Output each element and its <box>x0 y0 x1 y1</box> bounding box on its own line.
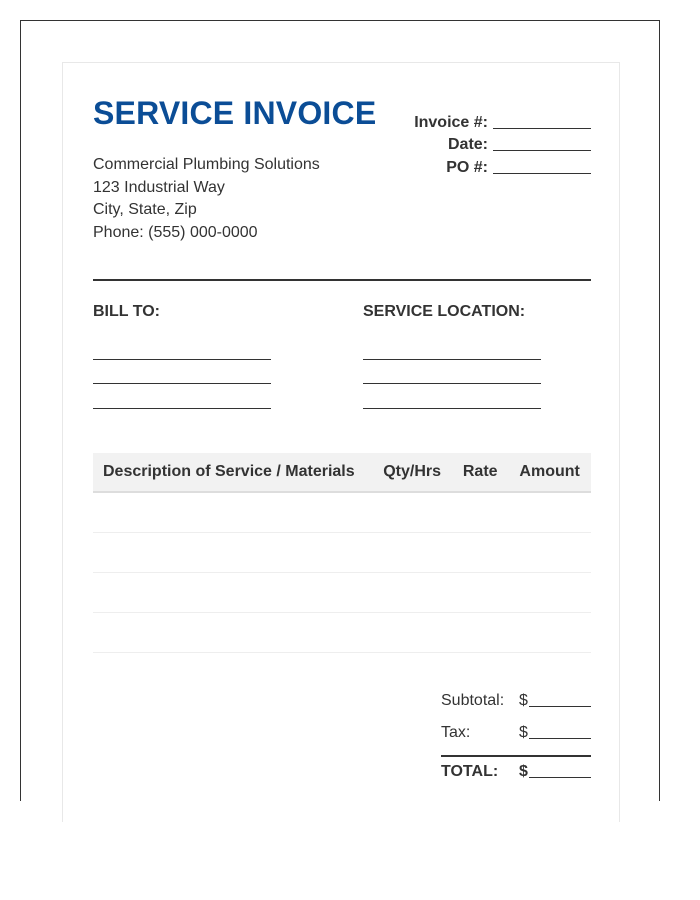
service-location-lines <box>363 335 543 409</box>
line-items-table <box>93 453 591 653</box>
table-row[interactable] <box>93 613 591 653</box>
bill-to-heading: BILL TO: <box>93 303 160 320</box>
column-amount: Amount <box>508 453 591 492</box>
subtotal-field[interactable] <box>529 689 591 707</box>
invoice-number-label: Invoice #: <box>414 113 488 131</box>
bill-to-lines <box>93 335 273 409</box>
total-row <box>441 757 591 781</box>
invoice-title: SERVICE INVOICE <box>93 95 377 131</box>
service-location-heading: SERVICE LOCATION: <box>363 303 526 320</box>
page-frame <box>20 20 660 801</box>
column-qty: Qty/Hrs <box>372 453 452 492</box>
subtotal-currency: $ <box>519 691 528 709</box>
total-label: TOTAL: <box>441 763 499 780</box>
service-location-line-2[interactable] <box>363 360 541 385</box>
column-description: Description of Service / Materials <box>93 453 372 492</box>
table-row[interactable] <box>93 573 591 613</box>
tax-field[interactable] <box>529 721 591 739</box>
subtotal-label: Subtotal: <box>441 691 505 709</box>
bill-to-line-1[interactable] <box>93 335 271 360</box>
date-field[interactable] <box>493 133 591 151</box>
bill-to-section <box>93 303 273 409</box>
po-label: PO #: <box>446 158 488 176</box>
invoice-paper <box>62 62 620 822</box>
invoice-number-row <box>351 109 591 132</box>
po-field[interactable] <box>493 156 591 174</box>
tax-label: Tax: <box>441 724 471 741</box>
company-phone: Phone: (555) 000-0000 <box>93 223 258 241</box>
table-header-row <box>93 453 591 492</box>
table-row[interactable] <box>93 533 591 573</box>
column-rate: Rate <box>452 453 508 492</box>
totals-section <box>441 677 591 781</box>
bill-to-line-3[interactable] <box>93 384 271 409</box>
company-address: 123 Industrial Way <box>93 178 225 196</box>
invoice-number-field[interactable] <box>493 111 591 129</box>
service-location-line-1[interactable] <box>363 335 541 360</box>
service-location-line-3[interactable] <box>363 384 541 409</box>
company-info <box>93 154 320 244</box>
bill-to-line-2[interactable] <box>93 360 271 385</box>
date-label: Date: <box>447 136 488 153</box>
date-row <box>351 132 591 155</box>
total-field[interactable] <box>529 760 591 778</box>
subtotal-row <box>441 677 591 710</box>
invoice-meta <box>351 109 591 177</box>
company-name: Commercial Plumbing Solutions <box>93 156 320 173</box>
tax-currency: $ <box>519 724 528 741</box>
tax-row <box>441 710 591 743</box>
table-row[interactable] <box>93 492 591 533</box>
total-currency: $ <box>519 763 528 780</box>
service-location-section <box>363 303 543 409</box>
po-row <box>351 154 591 177</box>
company-city: City, State, Zip <box>93 201 197 218</box>
header-divider <box>93 279 591 281</box>
